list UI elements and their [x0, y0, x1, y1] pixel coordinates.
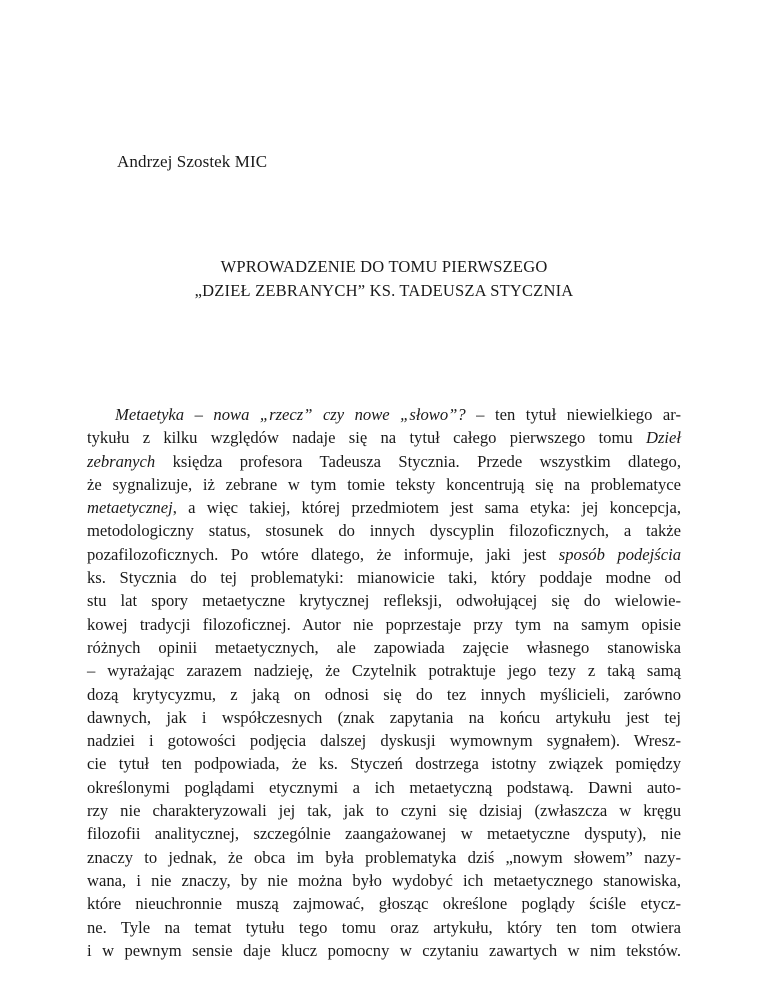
text-line: dawnych, jak i współczesnych (znak zapytania na końcu artykułu jest tej: [87, 707, 681, 727]
text-line: ne. Tyle na temat tytułu tego tomu oraz artykułu, który ten tom otwiera: [87, 917, 681, 937]
text-line: cie tytuł ten podpowiada, że ks. Styczeń dostrzega istotny związek pomiędzy: [87, 754, 681, 774]
italic-phrase: zebranych: [87, 451, 156, 471]
chapter-title-line-2: „DZIEŁ ZEBRANYCH” KS. TADEUSZA STYCZNIA: [194, 281, 574, 300]
text-line: rzy nie charakteryzowali jej tak, jak to czyni się dzisiaj (zwłaszcza w kręgu: [87, 801, 681, 821]
author-name: Andrzej Szostek MIC: [117, 152, 268, 171]
chapter-title: [60, 255, 708, 303]
italic-phrase: Dzieł: [645, 428, 681, 448]
italic-phrase: metaetycznej: [87, 498, 173, 518]
text-line: znaczy to jednak, że obca im była problematyka dziś „nowym słowem” nazy-: [87, 847, 681, 867]
text-line: kowej tradycji filozoficznej. Autor nie poprzestaje przy tym na samym opisie: [87, 614, 681, 634]
text-line: że sygnalizuje, iż zebrane w tym tomie teksty koncentrują się na problematyce: [87, 474, 681, 494]
text-line: – wyrażając zarazem nadzieję, że Czytelnik potraktuje jego tezy z taką samą: [87, 661, 681, 681]
text-segment: – ten tytuł niewielkiego ar-: [465, 405, 681, 424]
italic-phrase: sposób podejścia: [558, 544, 681, 564]
text-line: i w pewnym sensie daje klucz pomocny w czytaniu zawartych w nim tekstów.: [87, 940, 681, 960]
text-line: [87, 426, 681, 449]
text-line: wana, i nie znaczy, by nie można było wydobyć ich metaetycznego stanowiska,: [87, 870, 681, 890]
text-line: stu lat spory metaetyczne krytycznej refleksji, odwołującej się do wielowie-: [87, 591, 681, 611]
text-line: filozofii analitycznej, szczególnie zaangażowanej w metaetyczne dysputy), nie: [87, 824, 681, 844]
text-line: ks. Stycznia do tej problematyki: mianowicie taki, który poddaje modne od: [87, 568, 681, 588]
text-line: określonymi poglądami etycznymi a ich metaetyczną podstawą. Dawni auto-: [87, 777, 681, 797]
text-segment: księdza profesora Tadeusza Stycznia. Przede wszystkim dlatego,: [155, 451, 681, 471]
text-segment: tykułu z kilku względów nadaje się na tytuł całego pierwszego tomu: [87, 428, 646, 448]
text-line: [87, 543, 681, 566]
text-line: [87, 496, 681, 519]
text-line: różnych opinii metaetycznych, ale zapowiada zajęcie własnego stanowiska: [87, 637, 681, 657]
text-line: [87, 450, 681, 473]
chapter-title-line-1: WPROWADZENIE DO TOMU PIERWSZEGO: [220, 257, 548, 276]
text-line: metodologiczny status, stosunek do innych dyscyplin filozoficznych, a także: [87, 521, 681, 541]
text-line: nadziei i gotowości podjęcia dalszej dyskusji wymownym sygnałem). Wresz-: [87, 731, 681, 751]
text-segment: pozafilozoficznych. Po wtóre dlatego, że informuje, jaki jest: [87, 544, 559, 564]
body-paragraph: [87, 403, 681, 962]
text-line: dozą krytycyzmu, z jaką on odnosi się do tez innych myślicieli, zarówno: [87, 684, 681, 704]
text-line: które nieuchronnie muszą zajmować, głosząc określone poglądy ściśle etycz-: [87, 894, 681, 914]
text-line: [87, 403, 681, 426]
text-segment: , a więc takiej, której przedmiotem jest sama etyka: jej koncepcja,: [172, 498, 681, 518]
italic-phrase: Metaetyka – nowa „rzecz” czy nowe „słowo”?: [115, 405, 466, 424]
